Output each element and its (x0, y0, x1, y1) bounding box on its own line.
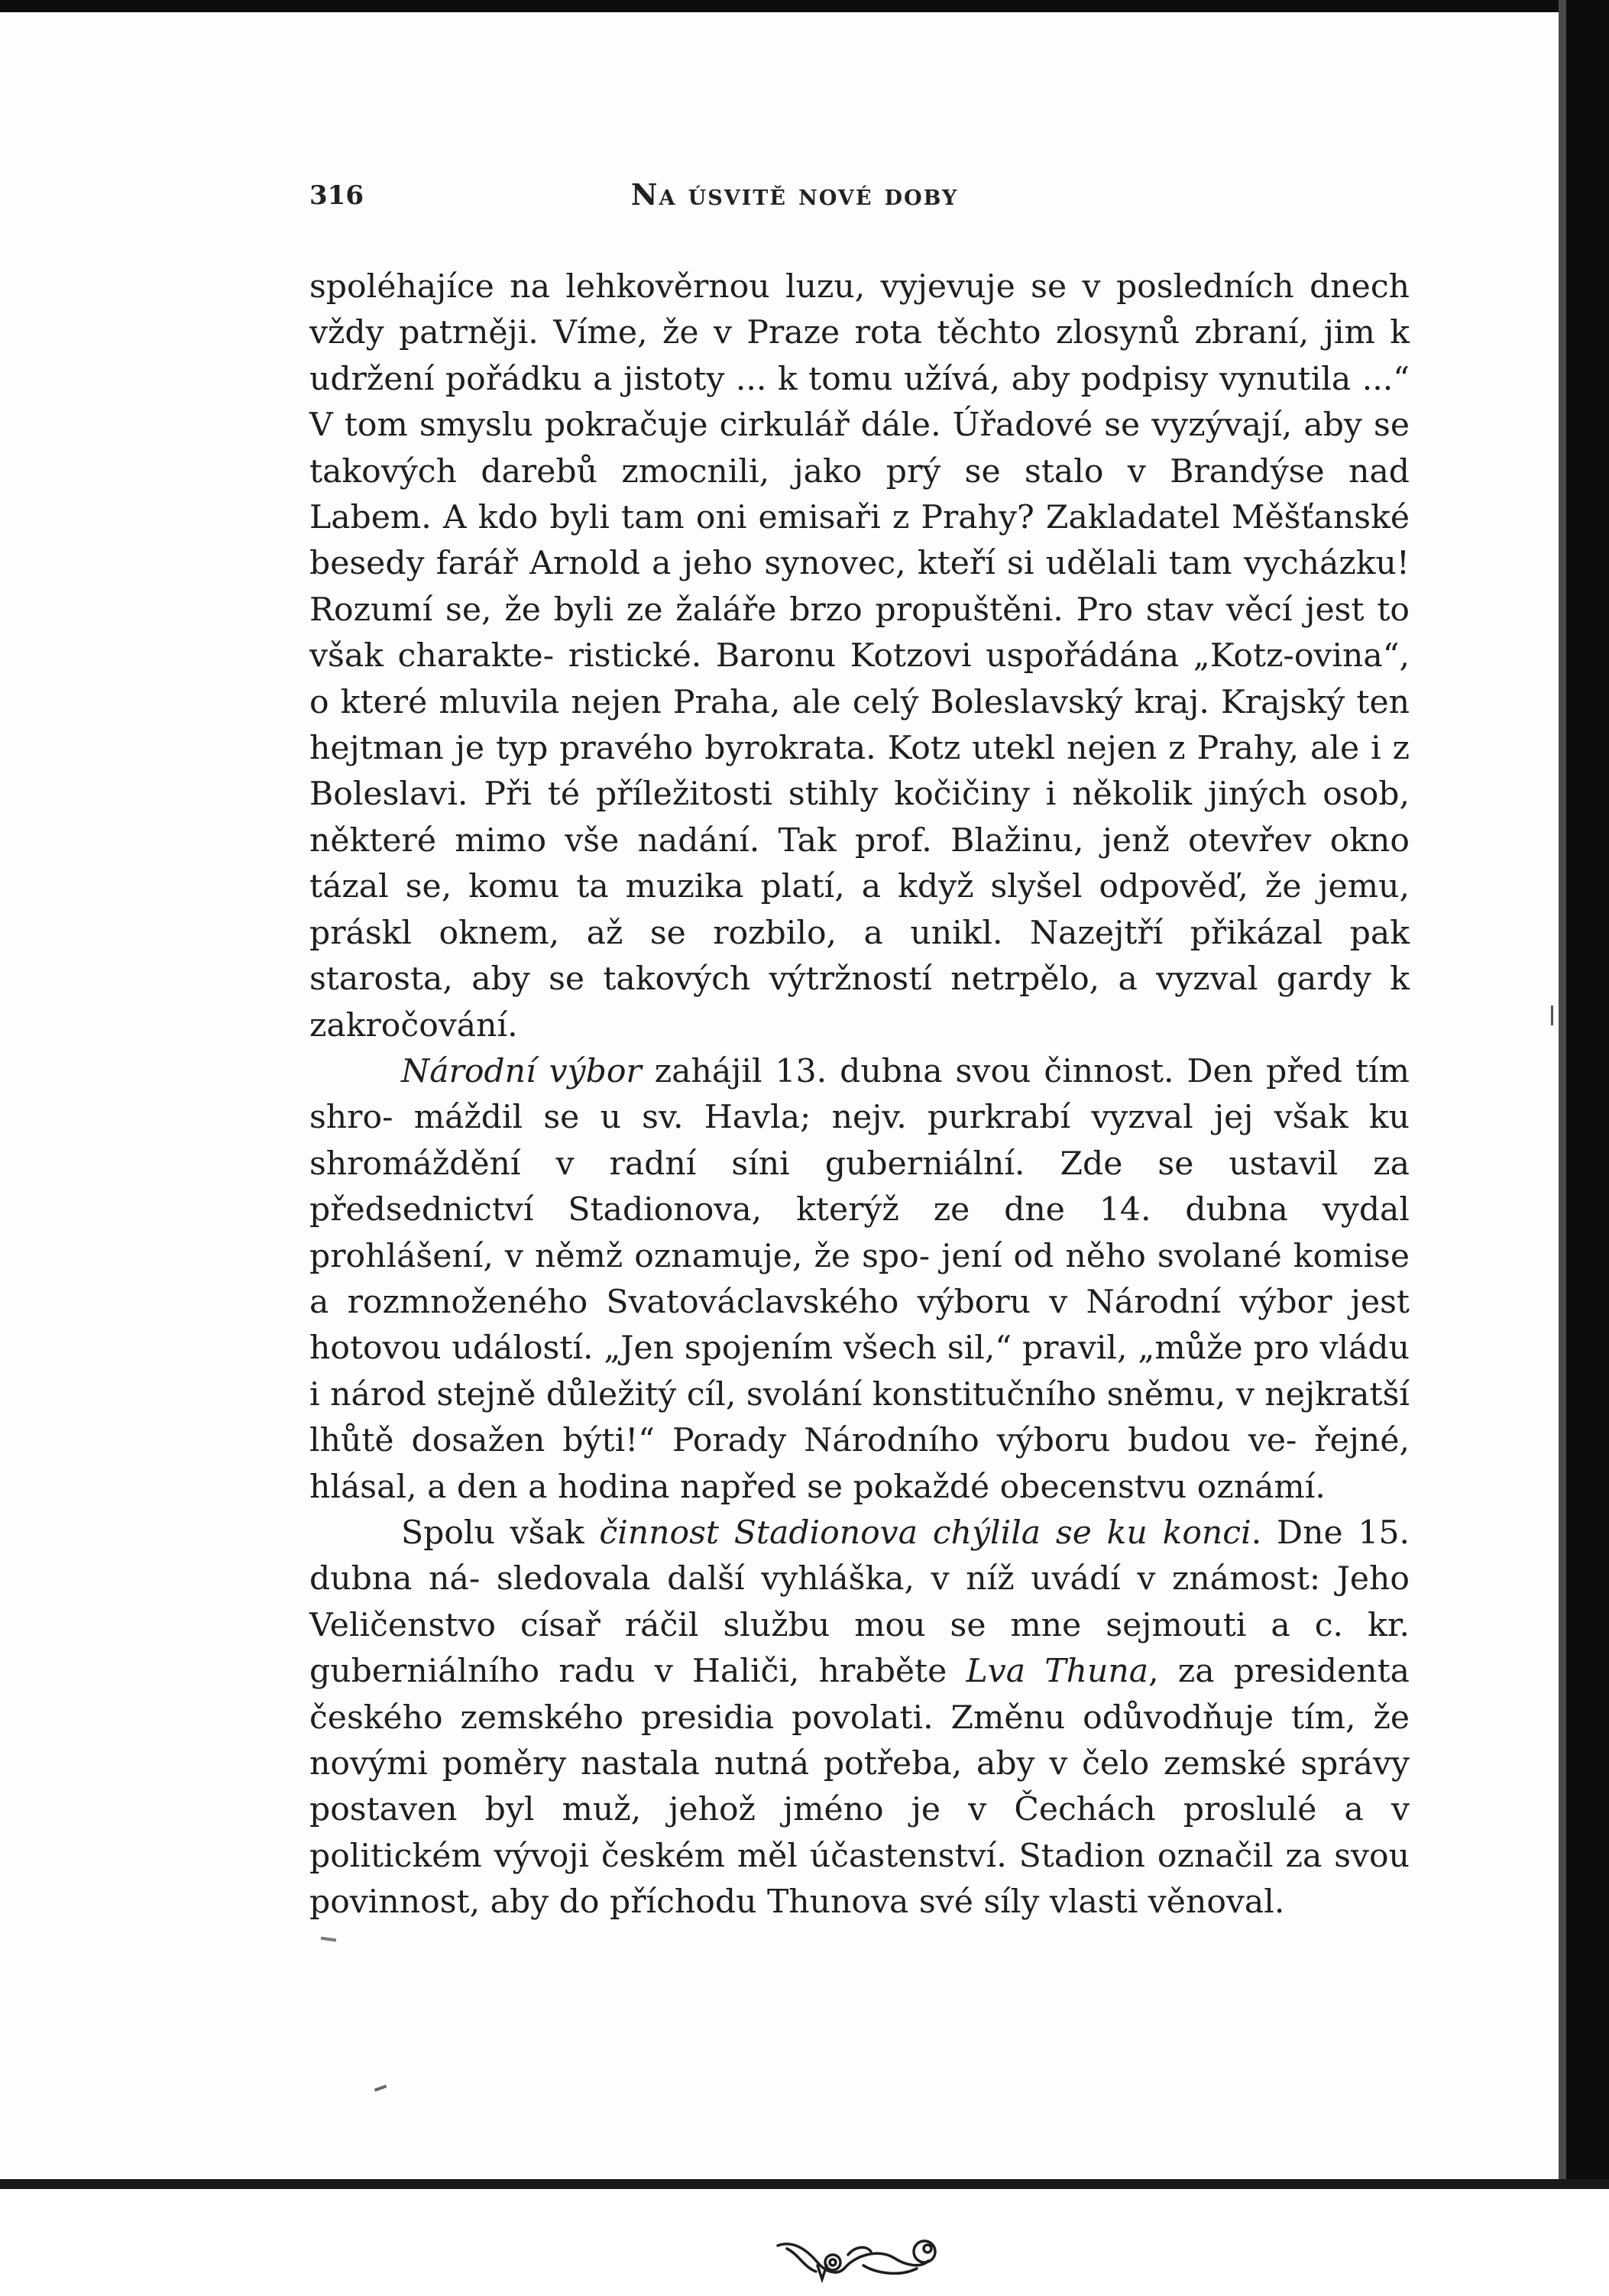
italic-phrase: Národní výbor (401, 1052, 642, 1090)
text-line: máždil se u sv. Havla; nejv. purkrabí vyzval jej však ku shromáždění (309, 1099, 1410, 1183)
scan-shadow-right (1559, 0, 1566, 2189)
text-line: spoléhajíce na lehkověrnou luzu, vyjevuje se v posledních dnech vždy (309, 268, 1410, 352)
scan-smudge (1551, 1006, 1553, 1025)
scan-border-right (1566, 0, 1609, 2189)
text-line: proslulé a v politickém vývoji českém měl účastenství. Stadion označil (309, 1791, 1410, 1875)
text-line: příležitosti stihly kočičiny i několik jiných osob, některé mimo vše (309, 776, 1410, 860)
text-line: netrpělo, a vyzval gardy k zakročování. (309, 960, 1410, 1044)
text-line: v čelo zemské správy postaven byl muž, jehož jméno je v Čechách (309, 1745, 1410, 1829)
text-fragment: Spolu však (401, 1514, 600, 1552)
text-line: za svou povinnost, aby do příchodu Thunova své síly vlasti věnoval. (309, 1837, 1410, 1922)
text-line: v radní síni guberniální. Zde se ustavil za předsednictví Stadionova, (309, 1145, 1410, 1229)
text-line: ristické. Baronu Kotzovi uspořádána „Kotz-ovina“, o které mluvila (309, 637, 1410, 721)
text-line: smyslu pokračuje cirkulář dále. Úřadové se vyzývají, aby se takových (309, 406, 1410, 491)
text-line: kterýž ze dne 14. dubna vydal prohlášení, v němž oznamuje, že spo- (309, 1191, 1410, 1275)
text-line: darebů zmocnili, jako prý se stalo v Brandýse nad Labem. A kdo (309, 452, 1410, 537)
text-line: jení od něho svolané komise a rozmnoženého Svatováclavského výboru (309, 1237, 1410, 1321)
text-line: sledovala další vyhláška, v níž uvádí v známost: Jeho Veličenstvo císař (309, 1560, 1410, 1644)
body-text (309, 264, 1410, 1926)
text-fragment: . Dne 15. dubna ná- (309, 1514, 1410, 1598)
text-fragment: hraběte (818, 1653, 966, 1691)
text-line: řejné, hlásal, a den a hodina napřed se pokaždé obecenstvu oznámí. (309, 1422, 1410, 1506)
text-line: nejen Praha, ale celý Boleslavský kraj. Krajský ten hejtman je typ (309, 683, 1410, 768)
text-line: v nejkratší lhůtě dosažen býti!“ Porady Národního výboru budou ve- (309, 1375, 1410, 1460)
text-line: pravého byrokrata. Kotz utekl nejen z Prahy, ale i z Boleslavi. Při té (309, 730, 1410, 814)
scan-smudge (321, 1937, 336, 1942)
paragraph-3 (309, 1511, 1410, 1926)
text-line: Arnold a jeho synovec, kteří si udělali tam vycházku! Rozumí se, že (309, 545, 1410, 629)
text-line: byli tam oni emisaři z Prahy? Zakladatel Měšťanské besedy farář (309, 499, 1410, 583)
italic-phrase: činnost Stadionova chýlila se ku konci (599, 1514, 1251, 1552)
scan-border-top (0, 0, 1609, 12)
book-page (0, 12, 1559, 2179)
text-line: nadání. Tak prof. Blažinu, jenž otevřev okno tázal se, komu ta muzika (309, 821, 1410, 906)
text-line: patrněji. Víme, že v Praze rota těchto zlosynů zbraní, jim k udržení (309, 314, 1410, 398)
italic-phrase: Lva Thuna (966, 1653, 1149, 1691)
vignette-scroll-icon (772, 2232, 947, 2293)
text-line: v Národní výbor jest hotovou událostí. „Jen spojením všech sil,“ pravil, (309, 1283, 1410, 1368)
scan-border-bottom (0, 2179, 1609, 2189)
text-line: platí, a když slyšel odpověď, že jemu, práskl oknem, až se rozbilo, (309, 868, 1410, 952)
text-line: ráčil službu mou se mne sejmouti a c. kr. guberniálního radu v Haliči, (309, 1606, 1410, 1691)
paragraph-1 (309, 264, 1410, 1049)
scan-smudge (374, 2084, 387, 2091)
paragraph-2 (309, 1049, 1410, 1511)
text-line: Změnu odůvodňuje tím, že novými poměry nastala nutná potřeba, aby (309, 1699, 1410, 1783)
text-line: a unikl. Nazejtří přikázal pak starosta, aby se takových výtržností (309, 914, 1410, 999)
page-number: 316 (309, 180, 364, 211)
text-line: pořádku a jistoty ... k tomu užívá, aby podpisy vynutila ...“ V tom (309, 360, 1410, 445)
text-fragment: , za presidenta českého zemského presidia povolati. (309, 1653, 1410, 1737)
text-line: „může pro vládu i národ stejně důležitý cíl, svolání konstitučního sněmu, (309, 1329, 1410, 1414)
text-line: zahájil 13. dubna svou činnost. Den před tím shro- (309, 1052, 1410, 1137)
running-title: Na úsvitě nové doby (630, 177, 959, 212)
text-line: byli ze žaláře brzo propuštěni. Pro stav věcí jest to však charakte- (309, 591, 1410, 675)
